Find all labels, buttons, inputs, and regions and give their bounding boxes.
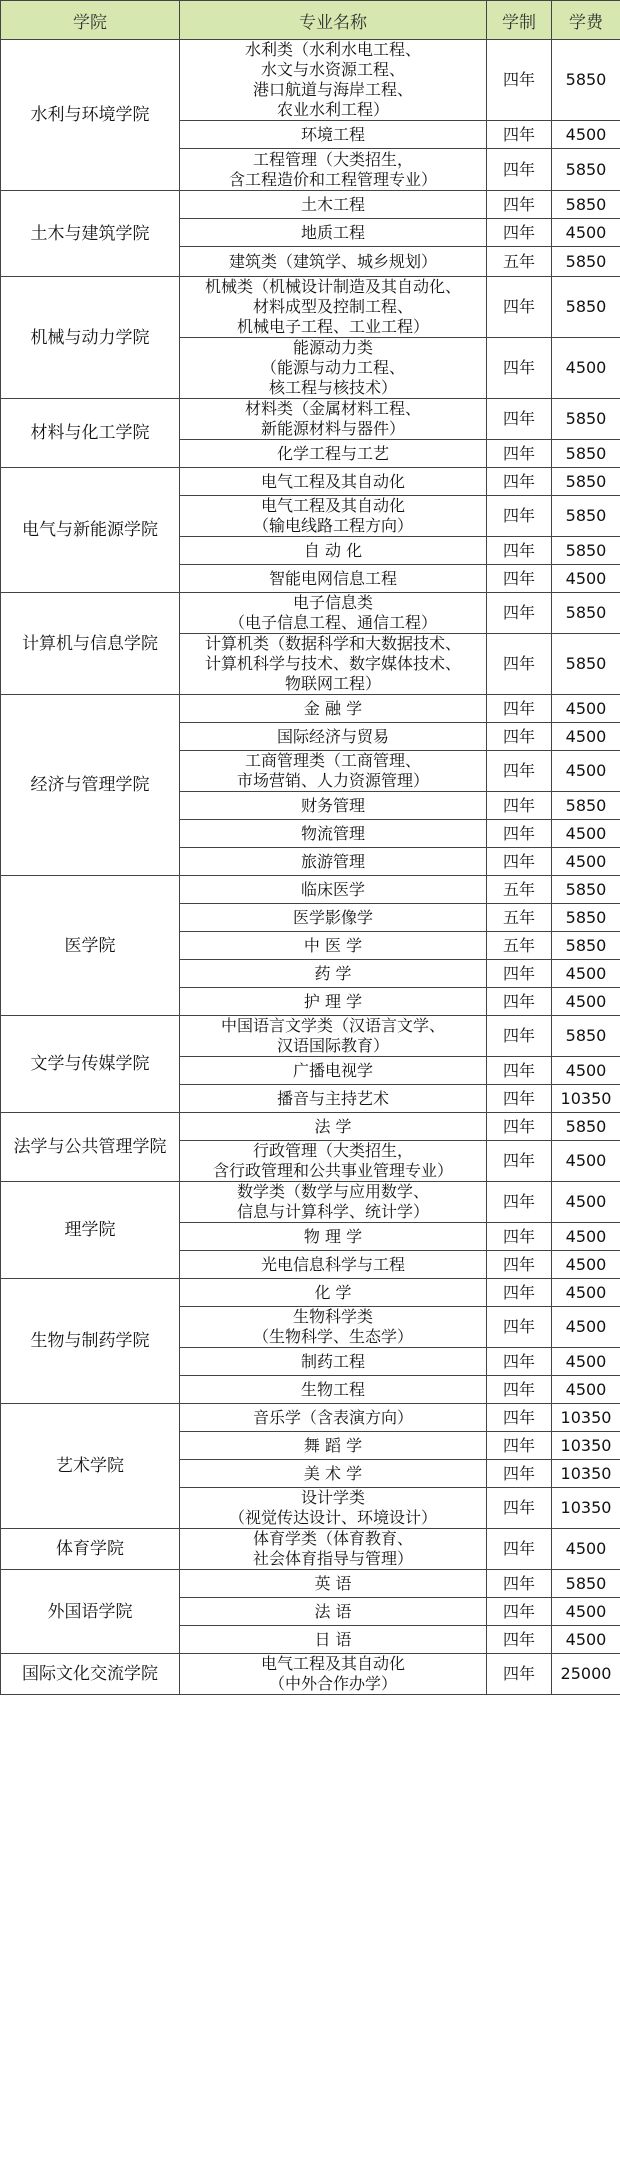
major-line: 机械电子工程、工业工程） bbox=[236, 317, 429, 336]
major-line: 制药工程 bbox=[300, 1351, 365, 1371]
years-cell: 四年 bbox=[487, 149, 552, 191]
fee-cell: 4500 bbox=[552, 1141, 620, 1182]
college-cell: 体育学院 bbox=[1, 1529, 180, 1570]
major-line: 信息与计算科学、统计学） bbox=[236, 1202, 429, 1221]
fee-cell: 5850 bbox=[552, 634, 620, 695]
major-line: 护 理 学 bbox=[303, 991, 363, 1011]
major-line: 美 术 学 bbox=[303, 1463, 363, 1483]
years-cell: 四年 bbox=[487, 440, 552, 468]
years-cell: 四年 bbox=[487, 593, 552, 634]
table-row bbox=[1, 1654, 620, 1695]
years-cell: 四年 bbox=[487, 1279, 552, 1307]
major-cell bbox=[180, 1016, 487, 1057]
fee-cell: 5850 bbox=[552, 40, 620, 121]
fee-cell: 5850 bbox=[552, 792, 620, 820]
major-cell bbox=[180, 1057, 487, 1085]
fee-cell: 4500 bbox=[552, 1529, 620, 1570]
fee-cell: 4500 bbox=[552, 820, 620, 848]
major-cell bbox=[180, 988, 487, 1016]
fee-cell: 10350 bbox=[552, 1460, 620, 1488]
major-line: 化学工程与工艺 bbox=[276, 443, 389, 463]
fee-cell: 5850 bbox=[552, 876, 620, 904]
major-cell bbox=[180, 468, 487, 496]
table-row bbox=[1, 593, 620, 634]
table-row bbox=[1, 277, 620, 338]
major-cell bbox=[180, 960, 487, 988]
major-cell bbox=[180, 565, 487, 593]
header-major: 专业名称 bbox=[180, 1, 487, 40]
major-line: 地质工程 bbox=[300, 222, 365, 242]
major-cell bbox=[180, 1654, 487, 1695]
years-cell: 四年 bbox=[487, 988, 552, 1016]
table-row bbox=[1, 1113, 620, 1141]
fee-cell: 4500 bbox=[552, 1223, 620, 1251]
major-line: 水利类（水利水电工程、 bbox=[244, 40, 421, 59]
major-line: 含行政管理和公共事业管理专业） bbox=[212, 1161, 453, 1180]
fee-cell: 4500 bbox=[552, 848, 620, 876]
major-line: 电气工程及其自动化 bbox=[260, 496, 405, 515]
fee-cell: 5850 bbox=[552, 537, 620, 565]
major-line: （中外合作办学） bbox=[268, 1674, 397, 1693]
years-cell: 四年 bbox=[487, 219, 552, 247]
major-line: （视觉传达设计、环境设计） bbox=[228, 1508, 437, 1527]
major-cell bbox=[180, 1182, 487, 1223]
table-row bbox=[1, 1016, 620, 1057]
fee-cell: 4500 bbox=[552, 121, 620, 149]
fee-cell: 5850 bbox=[552, 932, 620, 960]
years-cell: 四年 bbox=[487, 399, 552, 440]
major-cell bbox=[180, 149, 487, 191]
years-cell: 四年 bbox=[487, 723, 552, 751]
major-line: 金 融 学 bbox=[303, 698, 363, 718]
years-cell: 四年 bbox=[487, 848, 552, 876]
years-cell: 四年 bbox=[487, 1141, 552, 1182]
years-cell: 四年 bbox=[487, 1488, 552, 1529]
header-college: 学院 bbox=[1, 1, 180, 40]
major-cell bbox=[180, 820, 487, 848]
major-line: 含工程造价和工程管理专业） bbox=[228, 169, 437, 189]
years-cell: 四年 bbox=[487, 1570, 552, 1598]
major-cell bbox=[180, 1348, 487, 1376]
fee-cell: 4500 bbox=[552, 960, 620, 988]
years-cell: 四年 bbox=[487, 695, 552, 723]
fee-cell: 5850 bbox=[552, 247, 620, 277]
fee-cell: 5850 bbox=[552, 191, 620, 219]
major-cell bbox=[180, 277, 487, 338]
years-cell: 四年 bbox=[487, 1348, 552, 1376]
major-line: 建筑类（建筑学、城乡规划） bbox=[228, 251, 437, 271]
years-cell: 四年 bbox=[487, 1598, 552, 1626]
major-cell bbox=[180, 1598, 487, 1626]
table-row bbox=[1, 399, 620, 440]
table-row bbox=[1, 40, 620, 121]
major-cell bbox=[180, 247, 487, 277]
fee-cell: 5850 bbox=[552, 1570, 620, 1598]
college-cell: 经济与管理学院 bbox=[1, 695, 180, 876]
major-line: 能源动力类 bbox=[292, 338, 373, 357]
table-row bbox=[1, 191, 620, 219]
major-line: 智能电网信息工程 bbox=[268, 568, 397, 588]
college-cell: 材料与化工学院 bbox=[1, 399, 180, 468]
fee-cell: 4500 bbox=[552, 1307, 620, 1348]
years-cell: 四年 bbox=[487, 1085, 552, 1113]
fee-cell: 5850 bbox=[552, 904, 620, 932]
fee-cell: 4500 bbox=[552, 695, 620, 723]
college-cell: 电气与新能源学院 bbox=[1, 468, 180, 593]
years-cell: 四年 bbox=[487, 1016, 552, 1057]
major-cell bbox=[180, 191, 487, 219]
years-cell: 四年 bbox=[487, 1529, 552, 1570]
years-cell: 四年 bbox=[487, 1432, 552, 1460]
fee-cell: 4500 bbox=[552, 751, 620, 792]
college-cell: 机械与动力学院 bbox=[1, 277, 180, 399]
years-cell: 四年 bbox=[487, 1182, 552, 1223]
major-line: 计算机类（数据科学和大数据技术、 bbox=[204, 634, 461, 653]
major-line: 物 理 学 bbox=[303, 1226, 363, 1246]
major-line: （输电线路工程方向） bbox=[252, 516, 413, 535]
major-line: 法 学 bbox=[314, 1116, 352, 1136]
major-cell bbox=[180, 1307, 487, 1348]
table-row bbox=[1, 1279, 620, 1307]
years-cell: 四年 bbox=[487, 1113, 552, 1141]
header-row bbox=[1, 1, 620, 40]
fee-cell: 4500 bbox=[552, 565, 620, 593]
major-line: 环境工程 bbox=[300, 124, 365, 144]
college-cell: 理学院 bbox=[1, 1182, 180, 1279]
fee-cell: 10350 bbox=[552, 1488, 620, 1529]
major-line: 舞 蹈 学 bbox=[303, 1435, 363, 1455]
table-row bbox=[1, 876, 620, 904]
major-line: 计算机科学与技术、数字媒体技术、 bbox=[204, 654, 461, 673]
major-cell bbox=[180, 1376, 487, 1404]
years-cell: 四年 bbox=[487, 1654, 552, 1695]
college-cell: 外国语学院 bbox=[1, 1570, 180, 1654]
fee-cell: 4500 bbox=[552, 988, 620, 1016]
fee-cell: 5850 bbox=[552, 468, 620, 496]
major-cell bbox=[180, 723, 487, 751]
college-cell: 生物与制药学院 bbox=[1, 1279, 180, 1404]
fee-cell: 4500 bbox=[552, 1598, 620, 1626]
major-cell bbox=[180, 1113, 487, 1141]
college-cell: 计算机与信息学院 bbox=[1, 593, 180, 695]
major-line: （生物科学、生态学） bbox=[252, 1327, 413, 1346]
major-line: （能源与动力工程、 bbox=[260, 358, 405, 377]
major-line: 生物科学类 bbox=[292, 1307, 373, 1326]
fee-cell: 5850 bbox=[552, 1113, 620, 1141]
major-line: 水文与水资源工程、 bbox=[260, 60, 405, 79]
header-years: 学制 bbox=[487, 1, 552, 40]
fee-cell: 4500 bbox=[552, 1182, 620, 1223]
major-line: （电子信息工程、通信工程） bbox=[228, 613, 437, 632]
table-row bbox=[1, 468, 620, 496]
major-line: 汉语国际教育） bbox=[276, 1036, 389, 1055]
major-line: 农业水利工程） bbox=[276, 100, 389, 119]
fee-cell: 4500 bbox=[552, 723, 620, 751]
major-cell bbox=[180, 338, 487, 399]
fee-cell: 5850 bbox=[552, 277, 620, 338]
years-cell: 四年 bbox=[487, 537, 552, 565]
major-cell bbox=[180, 40, 487, 121]
fee-cell: 5850 bbox=[552, 149, 620, 191]
major-cell bbox=[180, 219, 487, 247]
major-line: 播音与主持艺术 bbox=[276, 1088, 389, 1108]
major-cell bbox=[180, 1251, 487, 1279]
years-cell: 四年 bbox=[487, 121, 552, 149]
major-line: 电气工程及其自动化 bbox=[260, 1654, 405, 1673]
fee-cell: 10350 bbox=[552, 1432, 620, 1460]
major-line: 化 学 bbox=[314, 1282, 352, 1302]
major-cell bbox=[180, 121, 487, 149]
college-cell: 医学院 bbox=[1, 876, 180, 1016]
major-cell bbox=[180, 1404, 487, 1432]
major-cell bbox=[180, 1460, 487, 1488]
major-line: 日 语 bbox=[314, 1629, 352, 1649]
major-cell bbox=[180, 496, 487, 537]
years-cell: 四年 bbox=[487, 634, 552, 695]
major-line: 新能源材料与器件） bbox=[260, 419, 405, 438]
years-cell: 四年 bbox=[487, 565, 552, 593]
major-line: 电子信息类 bbox=[292, 593, 373, 612]
years-cell: 五年 bbox=[487, 904, 552, 932]
fee-cell: 5850 bbox=[552, 1016, 620, 1057]
major-line: 法 语 bbox=[314, 1601, 352, 1621]
major-cell bbox=[180, 1141, 487, 1182]
table-row bbox=[1, 1404, 620, 1432]
college-cell: 水利与环境学院 bbox=[1, 40, 180, 191]
major-line: 临床医学 bbox=[300, 879, 365, 899]
major-cell bbox=[180, 537, 487, 565]
table-row bbox=[1, 1570, 620, 1598]
major-cell bbox=[180, 1626, 487, 1654]
major-line: 电气工程及其自动化 bbox=[260, 471, 405, 491]
years-cell: 四年 bbox=[487, 960, 552, 988]
major-line: 财务管理 bbox=[300, 795, 365, 815]
major-line: 广播电视学 bbox=[292, 1060, 373, 1080]
major-cell bbox=[180, 792, 487, 820]
college-cell: 艺术学院 bbox=[1, 1404, 180, 1529]
major-cell bbox=[180, 1223, 487, 1251]
college-cell: 国际文化交流学院 bbox=[1, 1654, 180, 1695]
years-cell: 五年 bbox=[487, 876, 552, 904]
major-line: 工程管理（大类招生， bbox=[252, 149, 413, 169]
years-cell: 四年 bbox=[487, 338, 552, 399]
table-row bbox=[1, 1529, 620, 1570]
major-line: 机械类（机械设计制造及其自动化、 bbox=[204, 277, 461, 296]
table-body bbox=[1, 40, 620, 1695]
fee-cell: 5850 bbox=[552, 593, 620, 634]
years-cell: 四年 bbox=[487, 751, 552, 792]
fee-cell: 10350 bbox=[552, 1085, 620, 1113]
major-cell bbox=[180, 1488, 487, 1529]
major-cell bbox=[180, 1529, 487, 1570]
major-cell bbox=[180, 932, 487, 960]
table-row bbox=[1, 695, 620, 723]
major-line: 药 学 bbox=[314, 963, 352, 983]
fee-cell: 5850 bbox=[552, 399, 620, 440]
major-cell bbox=[180, 399, 487, 440]
major-line: 市场营销、人力资源管理） bbox=[236, 771, 429, 790]
fee-cell: 5850 bbox=[552, 440, 620, 468]
major-cell bbox=[180, 904, 487, 932]
major-line: 数学类（数学与应用数学、 bbox=[236, 1182, 429, 1201]
major-line: 英 语 bbox=[314, 1573, 352, 1593]
fee-cell: 4500 bbox=[552, 338, 620, 399]
years-cell: 四年 bbox=[487, 1404, 552, 1432]
college-cell: 土木与建筑学院 bbox=[1, 191, 180, 277]
years-cell: 五年 bbox=[487, 247, 552, 277]
fee-cell: 4500 bbox=[552, 1251, 620, 1279]
college-cell: 文学与传媒学院 bbox=[1, 1016, 180, 1113]
college-cell: 法学与公共管理学院 bbox=[1, 1113, 180, 1182]
major-line: 行政管理（大类招生， bbox=[252, 1141, 413, 1160]
years-cell: 四年 bbox=[487, 1307, 552, 1348]
years-cell: 四年 bbox=[487, 1460, 552, 1488]
fee-cell: 4500 bbox=[552, 219, 620, 247]
years-cell: 四年 bbox=[487, 277, 552, 338]
major-cell bbox=[180, 1570, 487, 1598]
major-line: 社会体育指导与管理） bbox=[252, 1549, 413, 1568]
major-line: 体育学类（体育教育、 bbox=[252, 1529, 413, 1548]
major-cell bbox=[180, 593, 487, 634]
table-row bbox=[1, 1182, 620, 1223]
years-cell: 四年 bbox=[487, 792, 552, 820]
major-line: 生物工程 bbox=[300, 1379, 365, 1399]
major-line: 物流管理 bbox=[300, 823, 365, 843]
major-line: 核工程与核技术） bbox=[268, 378, 397, 397]
fee-cell: 4500 bbox=[552, 1376, 620, 1404]
major-line: 中 医 学 bbox=[303, 935, 363, 955]
major-line: 土木工程 bbox=[300, 194, 365, 214]
years-cell: 四年 bbox=[487, 191, 552, 219]
fee-cell: 4500 bbox=[552, 1279, 620, 1307]
years-cell: 四年 bbox=[487, 1376, 552, 1404]
years-cell: 四年 bbox=[487, 1223, 552, 1251]
header-fee: 学费 bbox=[552, 1, 620, 40]
fee-cell: 25000 bbox=[552, 1654, 620, 1695]
major-cell bbox=[180, 440, 487, 468]
major-line: 设计学类 bbox=[300, 1488, 365, 1507]
major-line: 中国语言文学类（汉语言文学、 bbox=[220, 1016, 445, 1035]
major-line: 自 动 化 bbox=[303, 540, 363, 560]
major-cell bbox=[180, 1432, 487, 1460]
major-cell bbox=[180, 1279, 487, 1307]
fee-cell: 4500 bbox=[552, 1626, 620, 1654]
years-cell: 四年 bbox=[487, 496, 552, 537]
years-cell: 五年 bbox=[487, 932, 552, 960]
major-line: 材料成型及控制工程、 bbox=[252, 297, 413, 316]
years-cell: 四年 bbox=[487, 1251, 552, 1279]
major-cell bbox=[180, 751, 487, 792]
major-line: 工商管理类（工商管理、 bbox=[244, 751, 421, 770]
major-line: 材料类（金属材料工程、 bbox=[244, 399, 421, 418]
major-cell bbox=[180, 695, 487, 723]
major-line: 光电信息科学与工程 bbox=[260, 1254, 405, 1274]
major-cell bbox=[180, 634, 487, 695]
years-cell: 四年 bbox=[487, 1626, 552, 1654]
years-cell: 四年 bbox=[487, 468, 552, 496]
major-line: 音乐学（含表演方向） bbox=[252, 1407, 413, 1427]
fee-cell: 10350 bbox=[552, 1404, 620, 1432]
major-line: 医学影像学 bbox=[292, 907, 373, 927]
years-cell: 四年 bbox=[487, 820, 552, 848]
fee-cell: 4500 bbox=[552, 1057, 620, 1085]
major-cell bbox=[180, 848, 487, 876]
major-line: 港口航道与海岸工程、 bbox=[252, 80, 413, 99]
major-line: 旅游管理 bbox=[300, 851, 365, 871]
years-cell: 四年 bbox=[487, 1057, 552, 1085]
years-cell: 四年 bbox=[487, 40, 552, 121]
major-cell bbox=[180, 1085, 487, 1113]
major-cell bbox=[180, 876, 487, 904]
major-line: 物联网工程） bbox=[284, 674, 381, 693]
major-line: 国际经济与贸易 bbox=[276, 726, 389, 746]
fee-cell: 4500 bbox=[552, 1348, 620, 1376]
fee-cell: 5850 bbox=[552, 496, 620, 537]
